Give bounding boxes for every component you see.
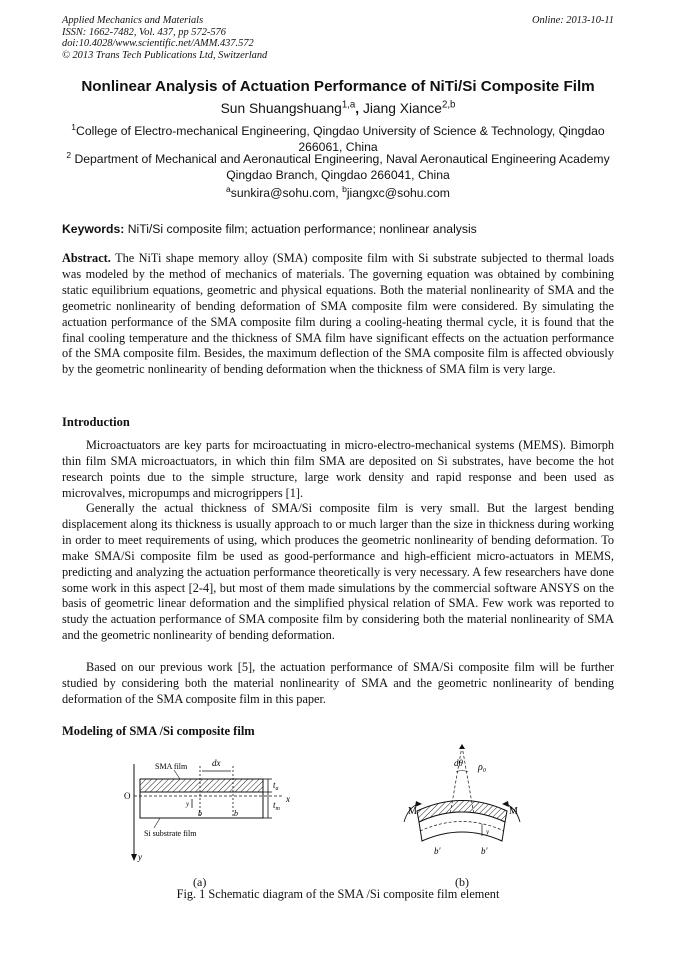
label-tm: $t_m$ — [273, 800, 280, 812]
author-2-sup: 2,b — [441, 99, 456, 111]
affiliation-2-text: Department of Mechanical and Aeronautical Engineering, Naval Aeronautical Engineering Academy Qingdao Branch, Qingdao 266041, China — [74, 152, 610, 182]
email-a[interactable]: sunkira@sohu.com — [230, 186, 336, 200]
abstract-label: Abstract. — [62, 251, 111, 265]
label-b-prime-right: b' — [481, 846, 488, 856]
keywords-text: NiTi/Si composite film; actuation performance; nonlinear analysis — [127, 222, 477, 236]
author-1-sup: 1,a — [341, 99, 356, 111]
figure-panel-a — [124, 758, 290, 862]
label-bent-y: y — [486, 828, 490, 836]
figure-panel-b-caption: (b) — [455, 875, 469, 889]
abstract — [62, 251, 614, 378]
figure-panel-a-caption: (a) — [193, 875, 207, 889]
issn: ISSN: 1662-7482, Vol. 437, pp 572-576 — [62, 26, 226, 38]
label-dtheta: dθ — [454, 758, 463, 768]
figure-panel-b — [404, 744, 520, 856]
label-si-substrate: Si substrate film — [144, 829, 197, 838]
label-y-offset: y — [186, 800, 190, 808]
label-y: y — [138, 852, 142, 862]
center-arrow-icon — [459, 744, 465, 749]
introduction-paragraph-3: Based on our previous work [5], the actuation performance of SMA/Si composite film will be further studied by considering both the material nonlinearity of SMA and the geometric nonlinearity of bending deformation of the SMA composite film in this paper. — [62, 660, 614, 706]
label-x: x — [286, 794, 290, 804]
introduction-heading: Introduction — [62, 415, 130, 429]
affiliation-2 — [62, 151, 614, 183]
online-date: Online: 2013-10-11 — [531, 15, 614, 26]
authors — [62, 101, 614, 116]
figure-1 — [62, 744, 614, 890]
introduction-paragraph-1: Microactuators are key parts for mciroactuating in micro-electro-mechanical systems (MEMS). Bimorph thin film SMA microactuators, in which thin film SMA are deposited on Si substrates, have become the hot research points due to the simple structure, large work density and rapid response and been used as microvalves, micropumps and microgrippers [1]. — [62, 438, 614, 500]
email-b[interactable]: jiangxc@sohu.com — [346, 186, 450, 200]
affiliation-1-sup: 1 — [71, 121, 77, 132]
label-b-prime-left: b' — [434, 846, 441, 856]
keywords-label: Keywords: — [62, 222, 125, 236]
abstract-text: The NiTi shape memory alloy (SMA) composite film with Si substrate subjected to thermal loads was modeled by the method of mechanics of materials. The governing equation was obtained by combining static equilibrium equations, geometric and physical equations. Both the material nonlinearity of SMA and the geometric nonlinearity of bending deformation of SMA composite film were considered. By simulating the actuation performance of the SMA composite film during a cooling-heating thermal cycle, it is found that the final cooling temperature and the thickness of SMA film have significant effects on the actuation performance of the SMA composite film. Besides, the maximum deflection of the SMA composite film is affected obviously by the geometric nonlinearity of bending deformation when the thickness of SMA film is very large. — [62, 251, 614, 377]
label-dx: dx — [212, 758, 221, 768]
label-ta: $t_a$ — [273, 780, 279, 792]
paper-title: Nonlinear Analysis of Actuation Performance of NiTi/Si Composite Film — [81, 78, 595, 95]
author-1: Sun Shuangshuang — [220, 101, 342, 116]
label-sma-film: SMA film — [155, 762, 188, 771]
emails: $^a$sunkira@sohu.com, $^b$jiangxc@sohu.com — [226, 183, 450, 200]
email-b-sup: b — [342, 183, 347, 194]
email-a-sup: a — [226, 183, 231, 194]
label-b-right: b — [234, 809, 238, 818]
journal-name: Applied Mechanics and Materials — [62, 15, 204, 26]
keywords — [62, 222, 477, 236]
journal-header — [62, 15, 267, 61]
moment-right-arrow-icon — [502, 801, 509, 807]
author-2: Jiang Xiance — [362, 101, 442, 116]
affiliation-2-sup: 2 — [66, 149, 72, 160]
copyright: © 2013 Trans Tech Publications Ltd, Switzerland — [62, 49, 268, 61]
introduction-paragraph-2: Generally the actual thickness of SMA/Si composite film is very small. But the largest bending displacement along its thickness is usually approach to or much larger than the size in thickness during working in order to meet requirements of using, which produces the geometric nonlinearity of bending deformation. To make SMA/Si composite film be used as good-performance and high-efficient micro-actuators in MEMS, predicting and analyzing the actuation performance theoretically is very necessary. A few researchers have done some work in this aspect [2-4], but most of them made simulations by the commercial software ANSYS on the basis of geometric linear deformation and the simplified physical relation of SMA. Few work was reported to study the actuation performance of SMA composite film by considering both the material nonlinearity of SMA and the geometric nonlinearity of bending deformation. — [62, 501, 614, 643]
label-moment-left: M — [408, 806, 417, 817]
y-axis-arrow-icon — [131, 854, 137, 861]
doi[interactable]: doi:10.4028/www.scientific.net/AMM.437.572 — [62, 38, 254, 50]
label-b-left: b — [198, 809, 202, 818]
label-moment-right: M — [509, 806, 518, 817]
sma-film-layer — [140, 779, 263, 792]
affiliation-1-text: College of Electro-mechanical Engineering, Qingdao University of Science & Technology, Qingdao 266061, China — [76, 124, 605, 154]
figure-caption: Fig. 1 Schematic diagram of the SMA /Si composite film element — [176, 887, 500, 901]
label-rho: $\rho_0$ — [478, 762, 486, 774]
modeling-heading: Modeling of SMA /Si composite film — [62, 724, 255, 738]
author-separator: , — [355, 101, 360, 116]
label-origin: O — [124, 791, 131, 801]
